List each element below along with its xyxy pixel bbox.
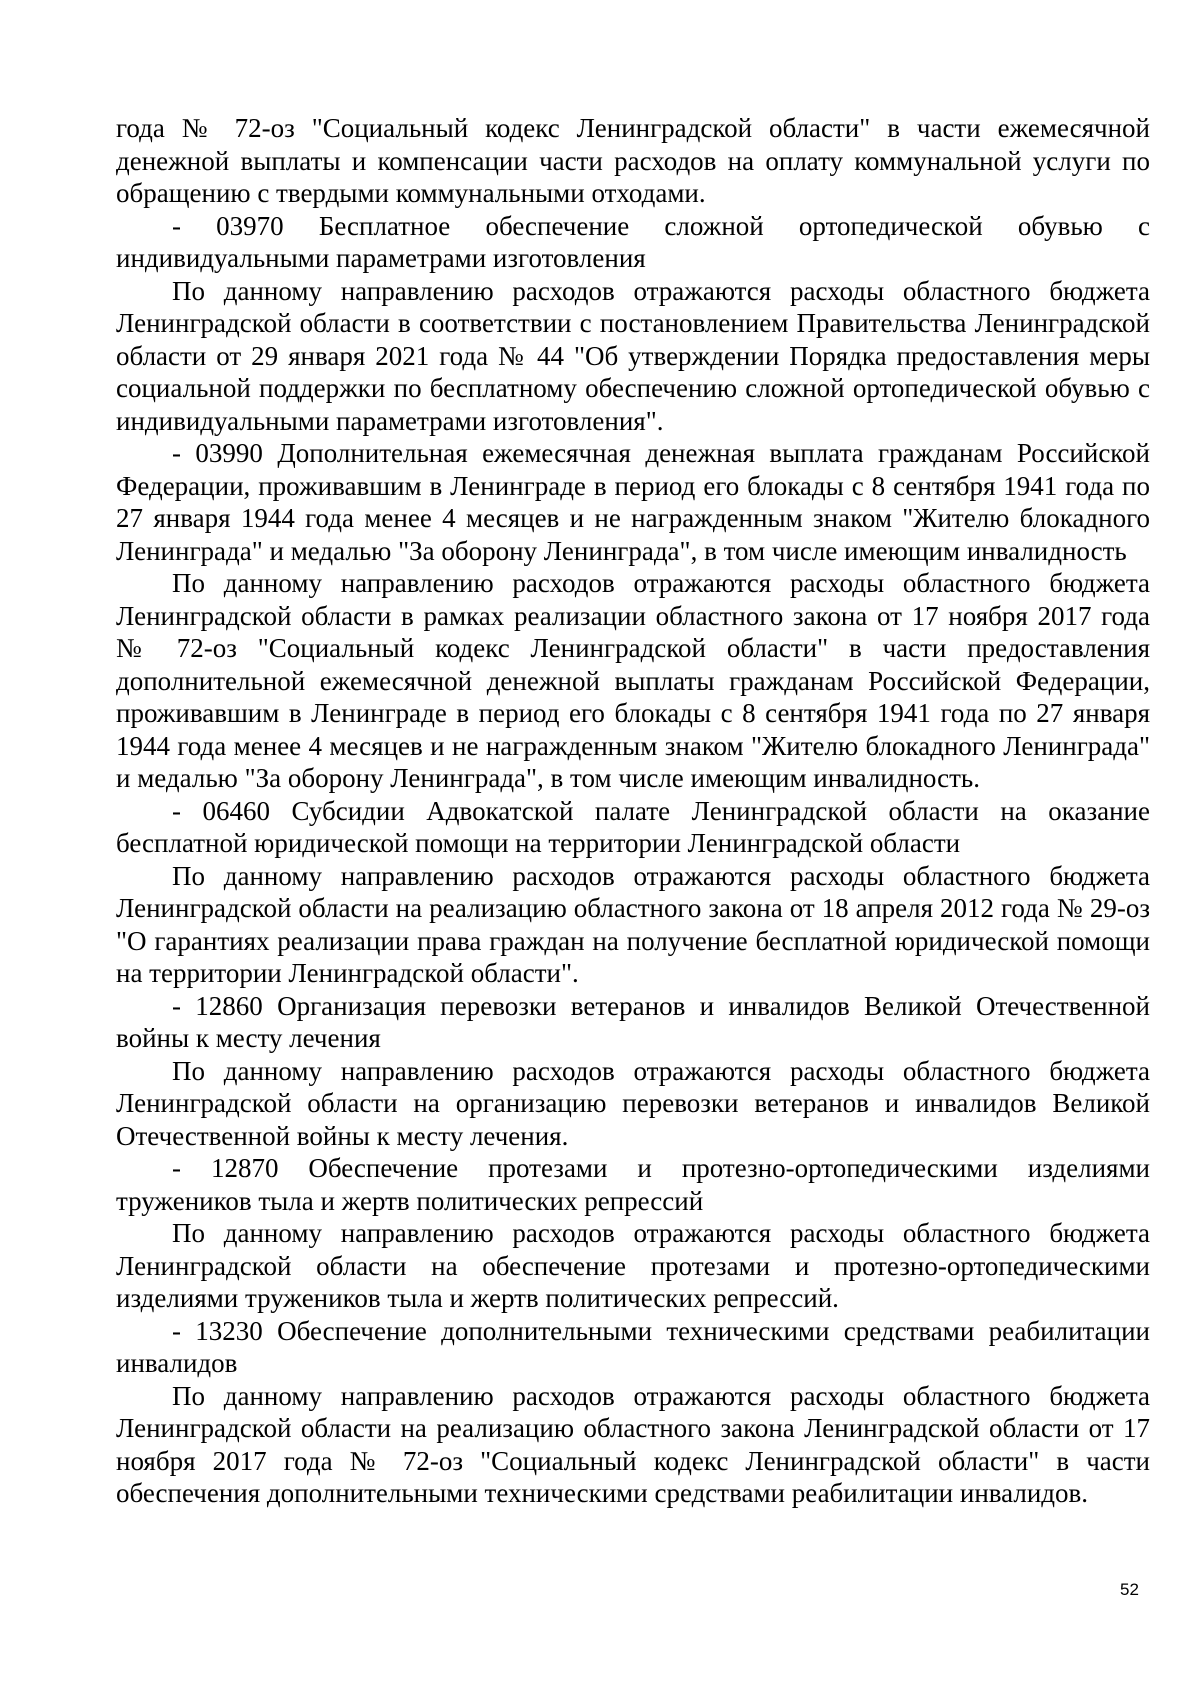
item-heading-03970: - 03970 Бесплатное обеспечение сложной ортопедической обувью с индивидуальными параметрами изготовления — [116, 210, 1150, 273]
item-heading-12860: - 12860 Организация перевозки ветеранов и инвалидов Великой Отечественной войны к месту лечения — [116, 990, 1150, 1053]
item-description-03990: По данному направлению расходов отражаются расходы областного бюджета Ленинградской области в рамках реализации областного закона от 17 ноября 2017 года № 72-оз "Социальный кодекс Ленинградской области" в части предоставления дополнительной ежемесячной денежной выплаты гражданам Российской Федерации, проживавшим в Ленинграде в период его блокады с 8 сентября 1941 года по 27 января 1944 года менее 4 месяцев и не награжденным знаком "Жителю блокадного Ленинграда" и медалью "За оборону Ленинграда", в том числе имеющим инвалидность. — [116, 568, 1150, 793]
document-body — [116, 112, 1150, 1510]
item-description-03970: По данному направлению расходов отражаются расходы областного бюджета Ленинградской области в соответствии с постановлением Правительства Ленинградской области от 29 января 2021 года № 44 "Об утверждении Порядка предоставления меры социальной поддержки по бесплатному обеспечению сложной ортопедической обувью с индивидуальными параметрами изготовления". — [116, 275, 1150, 436]
item-description-13230: По данному направлению расходов отражаются расходы областного бюджета Ленинградской области на реализацию областного закона Ленинградской области от 17 ноября 2017 года № 72-оз "Социальный кодекс Ленинградской области" в части обеспечения дополнительными техническими средствами реабилитации инвалидов. — [116, 1380, 1150, 1508]
item-heading-06460: - 06460 Субсидии Адвокатской палате Ленинградской области на оказание бесплатной юридической помощи на территории Ленинградской области — [116, 795, 1150, 858]
page-number: 52 — [1120, 1580, 1139, 1599]
item-description-06460: По данному направлению расходов отражаются расходы областного бюджета Ленинградской области на реализацию областного закона от 18 апреля 2012 года № 29-оз "О гарантиях реализации права граждан на получение бесплатной юридической помощи на территории Ленинградской области". — [116, 860, 1150, 988]
item-heading-12870: - 12870 Обеспечение протезами и протезно-ортопедическими изделиями тружеников тыла и жертв политических репрессий — [116, 1153, 1150, 1216]
item-description-12860: По данному направлению расходов отражаются расходы областного бюджета Ленинградской области на организацию перевозки ветеранов и инвалидов Великой Отечественной войны к месту лечения. — [116, 1055, 1150, 1151]
paragraph-continuation: года № 72-оз "Социальный кодекс Ленинградской области" в части ежемесячной денежной выплаты и компенсации части расходов на оплату коммунальной услуги по обращению с твердыми коммунальными отходами. — [116, 113, 1150, 208]
item-heading-03990: - 03990 Дополнительная ежемесячная денежная выплата гражданам Российской Федерации, проживавшим в Ленинграде в период его блокады с 8 сентября 1941 года по 27 января 1944 года менее 4 месяцев и не награжденным знаком "Жителю блокадного Ленинграда" и медалью "За оборону Ленинграда", в том числе имеющим инвалидность — [116, 438, 1150, 566]
item-description-12870: По данному направлению расходов отражаются расходы областного бюджета Ленинградской области на обеспечение протезами и протезно-ортопедическими изделиями тружеников тыла и жертв политических репрессий. — [116, 1218, 1150, 1313]
item-heading-13230: - 13230 Обеспечение дополнительными техническими средствами реабилитации инвалидов — [116, 1315, 1150, 1378]
